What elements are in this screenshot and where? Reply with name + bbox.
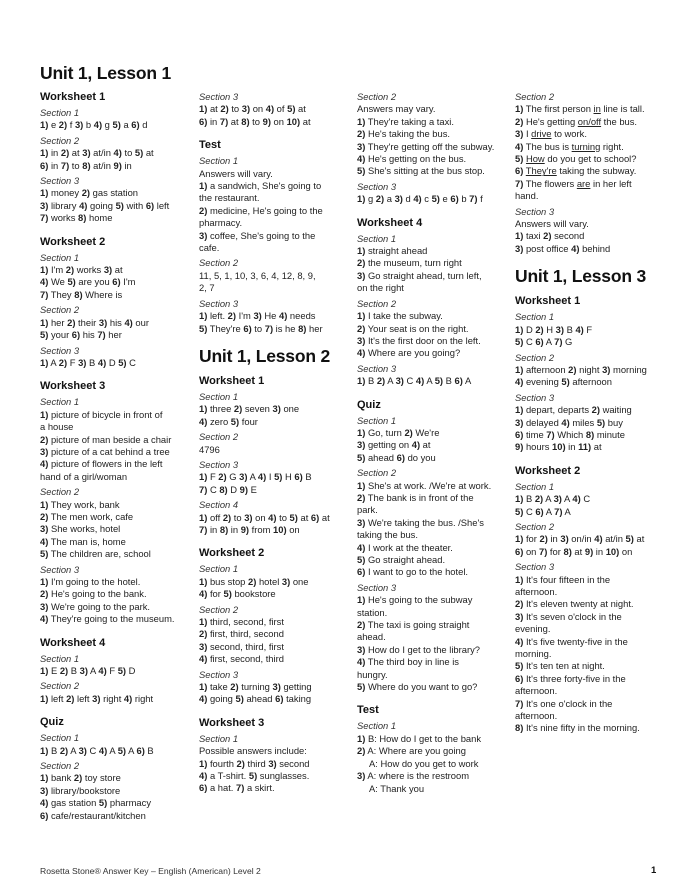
answer-line: 5) How do you get to school? <box>515 153 637 165</box>
worksheet-heading: Worksheet 1 <box>40 91 106 103</box>
section-label: Section 2 <box>199 257 239 269</box>
answer-line: 1) bus stop 2) hotel 3) one <box>199 575 309 587</box>
section-label: Section 1 <box>357 414 397 426</box>
section-label: Section 3 <box>357 581 397 593</box>
worksheet-heading: Worksheet 2 <box>199 547 265 560</box>
answer-line: 6) They're taking the subway. <box>515 165 637 177</box>
worksheet-heading: Test <box>357 704 379 717</box>
answer-line: 1) picture of bicycle in front of <box>40 408 163 420</box>
answer-line: 1) B 2) A 3) A 4) C <box>515 493 591 505</box>
answer-line: 3) A: where is the restroom <box>357 770 470 782</box>
answer-line: 7) C 8) D 9) E <box>199 483 257 495</box>
answer-line: 1) She's at work. /We're at work. <box>357 479 492 491</box>
section-label: Section 1 <box>357 232 397 244</box>
answer-line: 2) medicine, He's going to the <box>199 204 323 216</box>
answer-line: 1) afternoon 2) night 3) morning <box>515 363 647 375</box>
answer-line: 1) three 2) seven 3) one <box>199 403 300 415</box>
answer-line: 6) I want to go to the hotel. <box>357 566 469 578</box>
section-label: Section 3 <box>515 205 555 217</box>
answer-line: 7) They 8) Where is <box>40 288 123 300</box>
answer-line: 5) C 6) A 7) A <box>515 505 571 517</box>
section-label: Section 2 <box>357 467 397 479</box>
answer-line: 1) B 2) A 3) C 4) A 5) B 6) A <box>357 375 472 387</box>
answer-line: 4) gas station 5) pharmacy <box>40 797 152 809</box>
answer-line: 1) They work, bank <box>40 498 120 510</box>
answer-line: 4) zero 5) four <box>199 415 258 427</box>
answer-line: cafe. <box>199 242 220 254</box>
answer-line: 7) It's one o'clock in the <box>515 697 613 709</box>
answer-line: 7) in 8) in 9) from 10) on <box>199 523 300 535</box>
answer-line: 6) It's three forty-five in the <box>515 672 626 684</box>
worksheet-heading: Quiz <box>40 716 64 729</box>
answer-line: 2) The men work, cafe <box>40 510 134 522</box>
worksheet-heading: Worksheet 4 <box>40 636 106 649</box>
answer-line: 5) Where do you want to go? <box>357 681 478 693</box>
answer-line: A: How do you get to work <box>369 757 479 769</box>
answer-line: 1) It's four fifteen in the <box>515 573 611 585</box>
answer-line: 2) the museum, turn right <box>357 257 462 269</box>
section-label: Section 2 <box>40 760 80 772</box>
section-label: Section 2 <box>40 304 80 316</box>
answer-line: hand. <box>515 190 539 202</box>
answer-line: 5) your 6) his 7) her <box>40 329 122 341</box>
section-label: Section 2 <box>40 486 80 498</box>
answer-line: 1) E 2) B 3) A 4) F 5) D <box>40 665 136 677</box>
answer-line: afternoon. <box>515 586 558 597</box>
answer-line: 3) It's the first door on the left. <box>357 334 481 346</box>
answer-line: 1) depart, departs 2) waiting <box>515 404 632 416</box>
answer-line: 1) fourth 2) third 3) second <box>199 757 310 769</box>
section-label: Section 1 <box>199 732 239 744</box>
section-label: Section 1 <box>199 563 239 575</box>
answer-line: 1) in 2) at 3) at/in 4) to 5) at <box>40 147 154 159</box>
answer-line: 6) time 7) Which 8) minute <box>515 428 625 440</box>
answer-line: 5) ahead 6) do you <box>357 451 436 463</box>
answer-line: taking the bus. <box>357 529 418 541</box>
section-label: Section 2 <box>515 351 555 363</box>
answer-line: 2) He's getting on/off the bus. <box>515 115 638 127</box>
answer-line: 4) They're going to the museum. <box>40 613 175 625</box>
answer-line: Answers will vary. <box>515 218 589 230</box>
worksheet-heading: Worksheet 4 <box>357 216 423 229</box>
answer-line: 4) first, second, third <box>199 653 284 665</box>
answer-line: 1) g 2) a 3) d 4) c 5) e 6) b 7) f <box>357 193 483 205</box>
answer-line: 6) cafe/restaurant/kitchen <box>40 809 146 821</box>
section-label: Section 3 <box>199 91 239 102</box>
section-label: Section 1 <box>40 396 80 408</box>
section-label: Section 1 <box>40 732 80 744</box>
answer-line: 1) He's going to the subway <box>357 594 473 606</box>
answer-line: hand of a girl/woman <box>40 470 128 482</box>
answer-line: 2) He's going to the bank. <box>40 588 147 600</box>
worksheet-heading: Worksheet 1 <box>199 374 265 387</box>
worksheet-heading: Worksheet 3 <box>40 380 106 393</box>
section-label: Section 2 <box>199 603 239 615</box>
answer-line: 6) on 7) for 8) at 9) in 10) on <box>515 545 633 557</box>
answer-line: 3) It's seven o'clock in the <box>515 610 622 622</box>
answer-line: 3) second, third, first <box>199 640 284 652</box>
answer-line: 2) It's eleven twenty at night. <box>515 598 634 610</box>
worksheet-heading: Worksheet 3 <box>199 716 265 729</box>
section-label: Section 1 <box>40 251 80 263</box>
worksheet-heading: Test <box>199 139 221 152</box>
answer-line: 1) third, second, first <box>199 616 284 627</box>
answer-line: 2) Your seat is on the right. <box>357 322 469 334</box>
answer-line: 1) B: How do I get to the bank <box>357 732 482 744</box>
answer-line: 3) They're getting off the subway. <box>357 140 495 152</box>
answer-line: 3) Go straight ahead, turn left, <box>357 269 482 281</box>
answer-line: station. <box>357 606 388 618</box>
answer-line: morning. <box>515 648 552 660</box>
column-4 <box>515 88 665 735</box>
answer-line: 2) The taxi is going straight <box>357 619 470 631</box>
unit-heading: Unit 1, Lesson 1 <box>40 63 171 83</box>
answer-line: 1) a sandwich, She's going to <box>199 180 322 192</box>
section-label: Section 2 <box>357 91 397 102</box>
section-label: Section 4 <box>199 499 239 511</box>
section-label: Section 1 <box>199 155 239 167</box>
answer-line: 5) Go straight ahead. <box>357 554 446 565</box>
section-label: Section 2 <box>40 134 80 146</box>
answer-line: 4) for 5) bookstore <box>199 588 276 600</box>
answer-line: the restaurant. <box>199 192 260 204</box>
answer-line: 4) The bus is turning right. <box>515 140 624 152</box>
answer-line: 4) I work at the theater. <box>357 541 453 553</box>
answer-line: 3) library 4) going 5) with 6) left <box>40 199 170 211</box>
worksheet-heading: Worksheet 1 <box>515 295 581 308</box>
answer-line: 1) left 2) left 3) right 4) right <box>40 692 154 704</box>
answer-line: 6) in 7) at 8) to 9) on 10) at <box>199 115 311 127</box>
answer-line: 5) C 6) A 7) G <box>515 336 573 348</box>
answer-line: 2, 7 <box>199 282 215 294</box>
answer-line: 11, 5, 1, 10, 3, 6, 4, 12, 8, 9, <box>199 269 316 281</box>
answer-line: 5) It's ten ten at night. <box>515 660 605 672</box>
answer-line: 3) We're taking the bus. /She's <box>357 516 484 528</box>
answer-line: 6) in 7) to 8) at/in 9) in <box>40 159 132 171</box>
answer-line: 1) I'm 2) works 3) at <box>40 264 123 276</box>
answer-line: 1) take 2) turning 3) getting <box>199 681 312 693</box>
answer-line: 3) We're going to the park. <box>40 600 151 612</box>
section-label: Section 1 <box>357 720 397 732</box>
worksheet-heading: Worksheet 2 <box>40 235 106 248</box>
answer-line: 1) straight ahead <box>357 245 428 257</box>
page-number: 1 <box>651 865 657 876</box>
column-1 <box>40 62 188 822</box>
section-label: Section 1 <box>515 480 555 492</box>
answer-line: 2) He's taking the bus. <box>357 128 450 140</box>
answer-line: 1) money 2) gas station <box>40 187 138 199</box>
answer-line: ahead. <box>357 631 386 643</box>
answer-line: 4) picture of flowers in the left <box>40 458 163 470</box>
answer-line: 1) bank 2) toy store <box>40 772 121 784</box>
section-label: Section 1 <box>515 311 555 323</box>
unit-heading: Unit 1, Lesson 3 <box>515 266 646 287</box>
answer-line: 1) Go, turn 2) We're <box>357 426 440 438</box>
answer-line: 5) The children are, school <box>40 548 151 560</box>
section-label: Section 2 <box>357 297 397 309</box>
answer-line: 4) Where are you going? <box>357 347 461 359</box>
section-label: Section 3 <box>199 668 239 680</box>
section-label: Section 3 <box>40 563 80 575</box>
section-label: Section 3 <box>515 561 555 573</box>
answer-line: a house <box>40 421 74 433</box>
answer-line: afternoon. <box>515 710 558 722</box>
answer-line: 9) hours 10) in 11) at <box>515 441 602 453</box>
answer-line: 1) D 2) H 3) B 4) F <box>515 323 593 335</box>
answer-line: 4) evening 5) afternoon <box>515 376 612 388</box>
answer-line: 3) coffee, She's going to the <box>199 229 316 241</box>
answer-line: 7) works 8) home <box>40 212 113 224</box>
answer-line: 5) She's sitting at the bus stop. <box>357 165 485 177</box>
column-2 <box>199 88 347 795</box>
section-label: Section 3 <box>40 175 80 187</box>
answer-line: park. <box>357 504 378 516</box>
answer-line: 1) They're taking a taxi. <box>357 115 454 127</box>
answer-line: 4) The third boy in line is <box>357 656 459 668</box>
answer-line: 3) I drive to work. <box>515 128 587 140</box>
answer-line: 1) I'm going to the hotel. <box>40 576 141 587</box>
answer-line: 4) a T-shirt. 5) sunglasses. <box>199 770 310 782</box>
answer-line: 1) off 2) to 3) on 4) to 5) at 6) at <box>199 511 330 523</box>
answer-line: 2) The bank is in front of the <box>357 491 474 503</box>
answer-line: 4) We 5) are you 6) I'm <box>40 276 136 288</box>
answer-line: 4) going 5) ahead 6) taking <box>199 693 312 705</box>
worksheet-heading: Worksheet 2 <box>515 464 581 477</box>
unit-heading: Unit 1, Lesson 2 <box>199 345 330 366</box>
answer-line: 4) It's five twenty-five in the <box>515 635 628 647</box>
answer-line: 1) F 2) G 3) A 4) I 5) H 6) B <box>199 471 312 483</box>
section-label: Section 3 <box>357 362 397 374</box>
answer-line: 4796 <box>199 443 220 455</box>
answer-line: 8) It's nine fifty in the morning. <box>515 722 640 734</box>
answer-line: 1) I take the subway. <box>357 310 443 322</box>
section-label: Section 3 <box>40 344 80 356</box>
answer-line: 1) taxi 2) second <box>515 230 585 242</box>
section-label: Section 2 <box>515 520 555 532</box>
answer-line: afternoon. <box>515 685 558 697</box>
section-label: Section 3 <box>515 391 555 403</box>
answer-line: evening. <box>515 623 551 635</box>
answer-line: 3) How do I get to the library? <box>357 643 480 655</box>
answer-line: 1) for 2) in 3) on/in 4) at/in 5) at <box>515 533 645 545</box>
answer-line: pharmacy. <box>199 217 243 229</box>
answer-line: 7) The flowers are in her left <box>515 177 632 189</box>
section-label: Section 1 <box>199 390 239 402</box>
answer-line: A: Thank you <box>369 782 425 794</box>
answer-line: 1) her 2) their 3) his 4) our <box>40 316 149 328</box>
section-label: Section 2 <box>515 91 555 102</box>
column-3 <box>357 88 505 795</box>
section-label: Section 1 <box>40 107 80 118</box>
answer-line: 3) She works, hotel <box>40 523 121 535</box>
section-label: Section 3 <box>199 458 239 470</box>
answer-line: 3) delayed 4) miles 5) buy <box>515 416 623 428</box>
answer-line: 1) left. 2) I'm 3) He 4) needs <box>199 310 316 322</box>
answer-line: 3) getting on 4) at <box>357 439 431 451</box>
answer-line: hungry. <box>357 668 388 680</box>
answer-line: 1) A 2) F 3) B 4) D 5) C <box>40 356 136 368</box>
answer-line: 2) first, third, second <box>199 628 284 640</box>
answer-line: 1) at 2) to 3) on 4) of 5) at <box>199 103 306 115</box>
answer-line: 3) picture of a cat behind a tree <box>40 445 170 457</box>
section-label: Section 3 <box>199 297 239 309</box>
answer-line: Answers may vary. <box>357 103 436 115</box>
answer-line: 1) B 2) A 3) C 4) A 5) A 6) B <box>40 744 154 756</box>
answer-line: on the right <box>357 282 404 294</box>
answer-line: 4) The man is, home <box>40 535 126 547</box>
answer-line: 5) They're 6) to 7) is he 8) her <box>199 322 323 334</box>
section-label: Section 2 <box>199 431 239 443</box>
answer-line: 1) e 2) f 3) b 4) g 5) a 6) d <box>40 119 148 131</box>
answer-line: Answers will vary. <box>199 167 273 179</box>
section-label: Section 3 <box>357 180 397 192</box>
answer-line: 1) The first person in line is tall. <box>515 103 645 115</box>
answer-line: Possible answers include: <box>199 745 307 757</box>
section-label: Section 1 <box>40 652 80 664</box>
footer-title: Rosetta Stone® Answer Key – English (American) Level 2 <box>40 866 261 876</box>
answer-line: 2) picture of man beside a chair <box>40 433 172 445</box>
answer-line: 4) He's getting on the bus. <box>357 153 467 165</box>
section-label: Section 2 <box>40 680 80 692</box>
answer-line: 6) a hat. 7) a skirt. <box>199 782 275 794</box>
answer-line: 3) post office 4) behind <box>515 242 611 254</box>
answer-line: 2) A: Where are you going <box>357 745 466 757</box>
worksheet-heading: Quiz <box>357 398 381 411</box>
answer-line: 3) library/bookstore <box>40 784 121 796</box>
